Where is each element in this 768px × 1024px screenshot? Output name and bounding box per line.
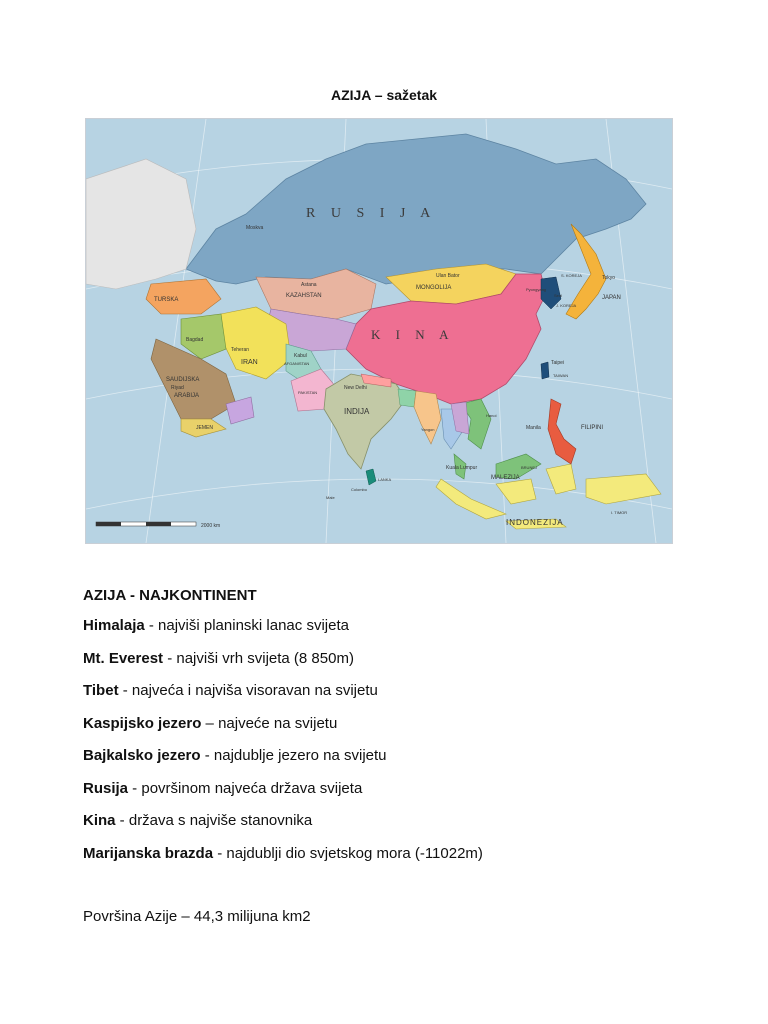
fact-desc: – najveće na svijetu	[201, 714, 338, 732]
label-kabul: Kabul	[294, 353, 307, 359]
label-arabija: ARABIJA	[174, 393, 200, 399]
philippines-region	[548, 399, 576, 464]
europe-region	[86, 159, 196, 289]
fact-bajkalsko	[83, 746, 703, 779]
section-heading: AZIJA - NAJKONTINENT	[83, 587, 257, 604]
fact-desc: - najdublji dio svjetskog mora (-11022m)	[213, 844, 483, 862]
label-iran: IRAN	[241, 359, 258, 366]
label-turska: TURSKA	[154, 297, 179, 303]
fact-desc: - najviši vrh svijeta (8 850m)	[163, 649, 354, 667]
label-kazahstan: KAZAHSTAN	[286, 293, 322, 299]
label-taipei: Taipei	[551, 360, 565, 366]
label-taiwan: TAIWAN	[553, 373, 569, 378]
fact-term: Bajkalsko jezero	[83, 747, 201, 764]
label-teheran: Teheran	[231, 347, 250, 353]
label-manila: Manila	[526, 425, 541, 431]
label-male: Male	[326, 495, 335, 500]
fact-desc: - država s najviše stanovnika	[115, 812, 313, 829]
fact-rusija	[83, 779, 703, 812]
fact-term: Mt. Everest	[83, 649, 164, 667]
fact-term: Tibet	[83, 682, 119, 699]
label-indija: INDIJA	[344, 407, 370, 416]
fact-kina	[83, 811, 703, 844]
label-pyongyang: Pyongyang	[526, 287, 547, 292]
taiwan-region	[541, 362, 549, 379]
srilanka-region	[366, 469, 376, 485]
label-saudijska: SAUDIJSKA	[166, 377, 200, 383]
label-kuala-lumpur: Kuala Lumpur	[446, 465, 478, 471]
fact-desc: - najdublje jezero na svijetu	[200, 747, 387, 764]
label-hanoi: Hanoi	[486, 413, 497, 418]
label-s-koreja: S. KOREJA	[561, 273, 582, 278]
fact-himalaja	[83, 616, 703, 649]
label-jemen: JEMEN	[196, 425, 213, 431]
label-rusija: R U S I J A	[306, 206, 437, 221]
fact-everest	[83, 649, 703, 682]
label-japan: JAPAN	[602, 295, 621, 301]
label-j-koreja: J. KOREJA	[556, 303, 577, 308]
summary-section	[83, 587, 703, 876]
label-yangon: Yangon	[421, 427, 435, 432]
label-rijad: Riyad	[171, 385, 184, 391]
fact-marijanska	[83, 844, 703, 877]
fact-tibet	[83, 681, 703, 714]
label-seul: Seul	[554, 293, 563, 298]
label-mongolija: MONGOLIJA	[416, 285, 452, 291]
label-moskva: Moskva	[246, 225, 264, 231]
fact-term: Kaspijsko jezero	[83, 714, 202, 732]
myanmar-region	[414, 391, 441, 444]
label-ulan-bator: Ulan Bator	[436, 273, 460, 279]
label-malezija: MALEZIJA	[491, 475, 520, 481]
label-indonezija: INDONEZIJA	[506, 518, 564, 527]
fact-term: Kina	[83, 812, 116, 829]
fact-term: Himalaja	[83, 617, 145, 634]
label-filipini: FILIPINI	[581, 425, 604, 431]
scale-bar	[96, 522, 220, 529]
fact-desc: - najviši planinski lanac svijeta	[144, 617, 349, 634]
fact-desc: - najveća i najviša visoravan na svijetu	[118, 682, 378, 699]
label-tokyo: Tokyo	[602, 275, 616, 281]
fact-desc: - površinom najveća država svijeta	[128, 779, 363, 797]
asia-political-map	[85, 118, 673, 544]
area-note: Površina Azije – 44,3 milijuna km2	[83, 908, 311, 925]
fact-term: Marijanska brazda	[83, 844, 214, 862]
scale-label: 2000 km	[201, 523, 221, 529]
map-svg	[86, 119, 672, 543]
fact-kaspijsko	[83, 714, 703, 747]
label-new-delhi: New Delhi	[344, 385, 367, 391]
label-timor: I. TIMOR	[611, 510, 628, 515]
fact-term: Rusija	[83, 779, 129, 797]
label-kina: K I N A	[371, 327, 455, 342]
label-astana: Astana	[301, 282, 317, 288]
label-brunej: BRUNEJ	[521, 465, 538, 470]
label-bagdad: Bagdad	[186, 337, 204, 343]
label-pakistan: PAKISTAN	[298, 390, 318, 395]
label-afganistan: AFGANISTAN	[284, 361, 310, 366]
label-lanka: LANKA	[378, 477, 392, 482]
page-title: AZIJA – sažetak	[330, 87, 438, 103]
bangladesh-region	[398, 389, 416, 407]
label-colombo: Colombo	[351, 487, 368, 492]
